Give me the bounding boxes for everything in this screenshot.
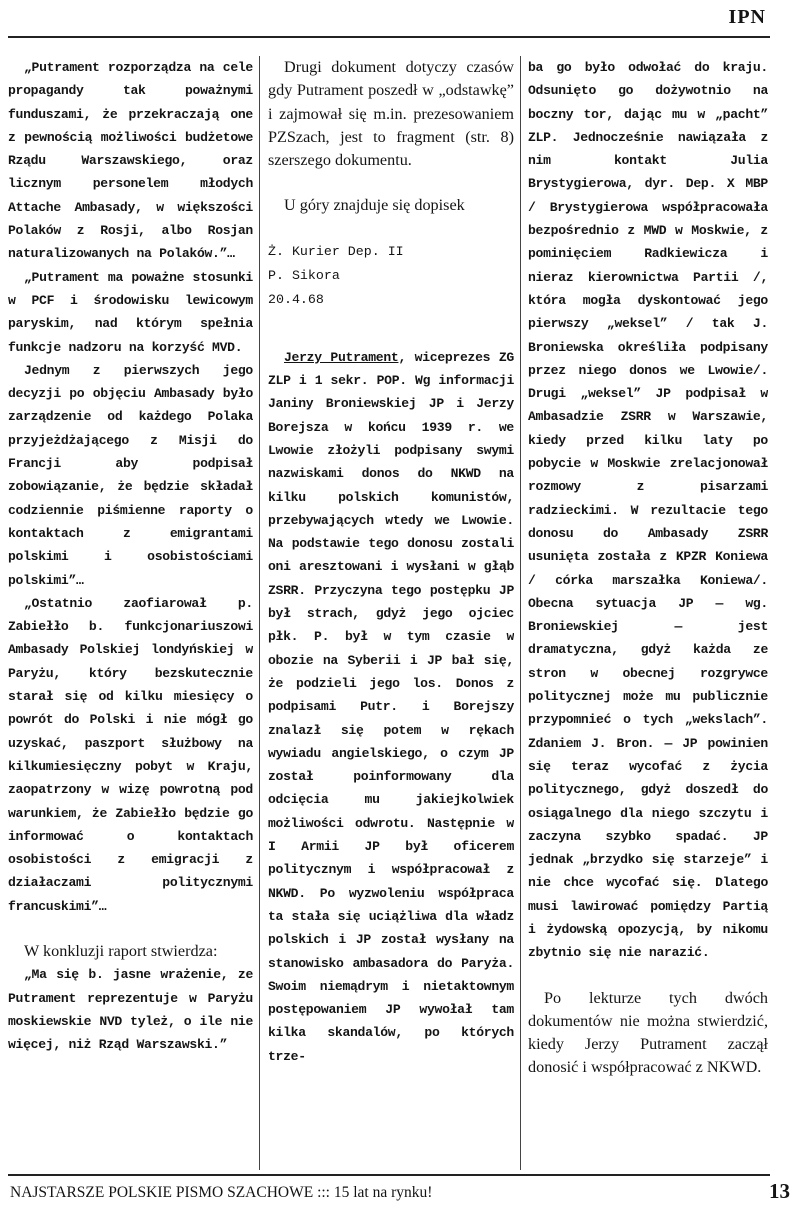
quote-paragraph: „Ostatnio zaofiarował p. Zabiełło b. funkcjonariuszowi Ambasady Polskiej londyńskiej w Paryżu, który bezskutecznie starał się od kilku miesięcy o powrót do Polski i nie mógł go uzyskać, paszport służbowy na kilkumiesięczny pobyt w Kraju, zaopatrzony w wizę powrotną pod warunkiem, że Zabiełło będzie go informować o kontaktach osobistości z emigracji z działaczami politycznymi francuskimi”…: [8, 595, 253, 914]
conclusion-quote: „Ma się b. jasne wrażenie, ze Putrament reprezentuje w Paryżu moskiewskie NVD tyleż, o ile nie więcej, niż Rząd Warszawski.”: [8, 967, 253, 1053]
subject-name: Jerzy Putrament: [284, 349, 399, 365]
quote-paragraph: „Putrament rozporządza na cele propagandy tak poważnymi funduszami, że przekraczają one z pewnością możliwości budżetowe Rządu Warszawskiego, oraz licznym personelem młodych Attache Ambasady, w większości Polaków z Rosji, albo Rosjan naturalizowanych na Polaków.”…: [8, 60, 253, 262]
header-rule: [8, 36, 770, 38]
publisher-logo: IPN: [728, 6, 766, 28]
report-paragraph: [268, 346, 514, 1068]
document-intro: Drugi dokument dotyczy czasów gdy Putrament poszedł w „odstawkę” i zajmował się m.in. prezesowaniem PZSzach, jest to fragment (str. 8) szerszego dokumentu.: [268, 58, 514, 170]
annotation-note: [268, 240, 514, 312]
column-divider: [259, 56, 260, 1170]
annotation-line: 20.4.68: [268, 291, 324, 307]
conclusion-intro: W konkluzji raport stwierdza:: [24, 941, 218, 960]
column-right: [528, 56, 768, 1170]
page-number: 13: [769, 1179, 790, 1203]
report-continuation: ba go było odwołać do kraju. Odsunięto go dożywotnio na boczny tor, dając mu w „pacht” ZLP. Jednocześnie nawiązała z nim kontakt Julia Brystygierowa, dyr. Dep. X MBP / Brystygierowa współpracowała bezpośrednio z MWD w Moskwie, z pominięciem Radkiewicza i nieraz kierownictwa Partii /, która mogła dyskontować jego pierwszy „weksel” / tak J. Broniewska określiła podpisany przez niego donos we Lwowie/. Drugi „weksel” JP podpisał w Ambasadzie ZSRR w Warszawie, kiedy przed kilku laty po pobycie w Moskwie zrelacjonował rozmowy z pisarzami radzieckimi. W rezultacie tego donosu do Ambasady ZSRR usunięta została z KPZR Koniewa / córka marszałka Koniewa/. Obecna sytuacja JP — wg. Broniewskiej — jest dramatyczna, gdyż każda ze stron w obecnej rozgrywce politycznej może mu publicznie przypomnieć o tych „wekslach”. Zdaniem J. Bron. — JP powinien się teraz wycofać z życia politycznego, gdyż doszedł do osiągalnego dla niego szczytu i zaczyna szybko spadać. JP jednak „brzydko się starzeje” i nie chce wycofać się. Dlatego musi lawirować pomiędzy Partią i żydowską opozycją, by nikomu zbytnio się nie narazić.: [528, 60, 768, 961]
annotation-line: P. Sikora: [268, 267, 340, 283]
footer-slogan: NAJSTARSZE POLSKIE PISMO SZACHOWE ::: 15 lat na rynku!: [10, 1184, 433, 1201]
annotation-line: Ż. Kurier Dep. II: [268, 243, 404, 259]
closing-paragraph: Po lekturze tych dwóch dokumentów nie można stwierdzić, kiedy Jerzy Putrament zaczął donosić i współpracować z NKWD.: [528, 988, 768, 1077]
column-left: [8, 56, 253, 1170]
annotation-intro: U góry znajduje się dopisek: [284, 196, 465, 215]
column-divider: [520, 56, 521, 1170]
report-text: , wiceprezes ZG ZLP i 1 sekr. POP. Wg informacji Janiny Broniewskiej JP i Jerzy Borejsza w końcu 1939 r. we Lwowie złożyli podpisany swymi nazwiskami donos do NKWD na kilku polskich komunistów, przebywających wtedy we Lwowie. Na podstawie tego donosu zostali oni aresztowani i wysłani w głąb ZSRR. Przyczyna tego postępku JP był strach, gdyż jego ojciec płk. P. był w tym czasie w obozie na Syberii i JP bał się, że podzieli jego los. Donos z podpisami Putr. i Borejszy znalazł się potem w rękach wywiadu angielskiego, o czym JP został poinformowany dla odcięcia mu jakiejkolwiek możliwości odwrotu. Następnie w I Armii JP był oficerem politycznym i współpracował z NKWD. Po wyzwoleniu współpraca ta stała się uciążliwa dla władz polskich i JP został wysłany na stanowisko ambasadora do Paryża. Swoim niemądrym i nietaktownym postępowaniem JP wywołał tam kilka skandalów, po których trze-: [268, 349, 514, 1064]
quote-paragraph: „Putrament ma poważne stosunki w PCF i środowisku lewicowym paryskim, nad którym spełnia funkcje nadzoru na korzyść MVD.: [8, 269, 253, 355]
footer-rule: [8, 1174, 770, 1176]
column-middle: [268, 56, 514, 1170]
quote-paragraph: Jednym z pierwszych jego decyzji po objęciu Ambasady było zarządzenie od każdego Polaka przyjeżdżającego z Misji do Francji aby podpisał zobowiązanie, że będzie składał codziennie piśmienne raporty o kontaktach z emigrantami polskimi i osobistościami polskimi”…: [8, 362, 253, 588]
